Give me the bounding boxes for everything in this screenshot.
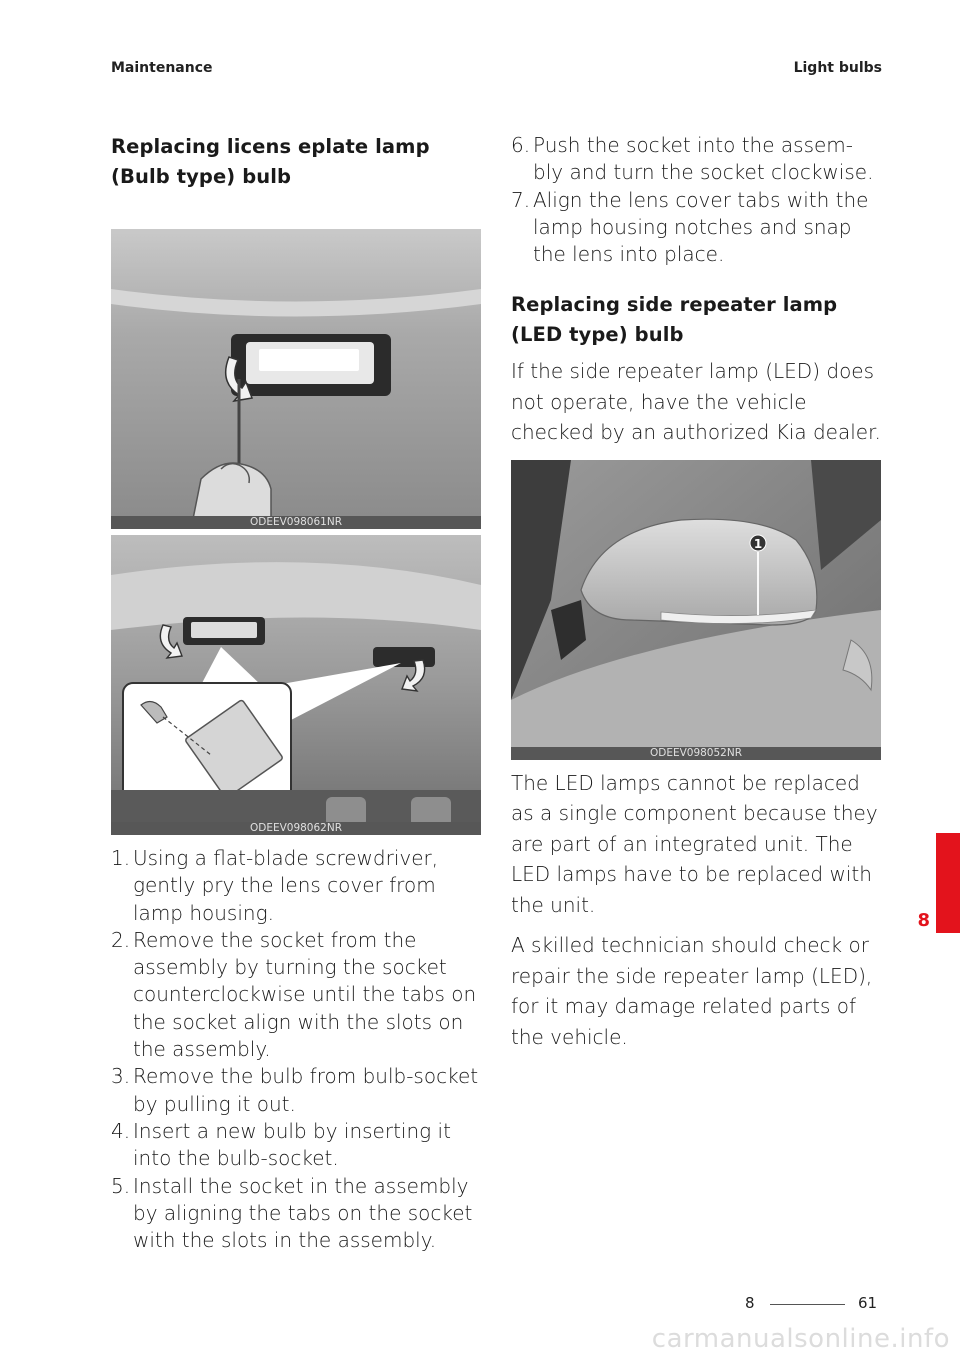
footer-chapter: 8 bbox=[745, 1294, 755, 1312]
license-lamp-heading: Replacing licens eplate lamp (Bulb type) bulb bbox=[111, 135, 430, 188]
led-paragraph-1: The LED lamps cannot be replaced as a single component because they are part of an integrated unit. The LED lamps have to be replaced with the unit. bbox=[511, 770, 878, 917]
list-item: 1. Using a flat-blade screwdriver, gently pry the lens cover from lamp housing. bbox=[111, 846, 439, 925]
side-repeater-intro: If the side repeater lamp (LED) does not operate, have the vehicle checked by an authorized Kia dealer. bbox=[511, 359, 881, 445]
list-item: 5. Install the socket in the assembly by aligning the tabs on the socket with the slots in the assembly. bbox=[111, 1173, 473, 1253]
mirror-illustration bbox=[511, 460, 881, 760]
header-section: Maintenance bbox=[111, 60, 213, 76]
list-item: 3. Remove the bulb from bulb-socket by pulling it out. bbox=[111, 1064, 479, 1116]
watermark: carmanualsonline.info bbox=[651, 1324, 950, 1354]
footer-divider bbox=[770, 1304, 845, 1305]
list-item: 7. Align the lens cover tabs with the lamp housing notches and snap the lens into place. bbox=[511, 187, 869, 267]
figure-1-caption: ODEEV098061NR bbox=[111, 516, 481, 529]
left-column bbox=[111, 132, 481, 1254]
led-paragraph-2: A skilled technician should check or repair the side repeater lamp (LED), for it may damage related parts of the vehicle. bbox=[511, 933, 873, 1049]
license-lamp-figure-1 bbox=[111, 229, 481, 529]
chapter-tab-number: 8 bbox=[917, 910, 930, 931]
side-repeater-figure bbox=[511, 460, 881, 760]
chapter-tab bbox=[936, 833, 960, 933]
header-topic: Light bulbs bbox=[793, 60, 882, 76]
list-item: 6. Push the socket into the assem-bly and turn the socket clockwise. bbox=[511, 133, 874, 185]
side-repeater-heading: Replacing side repeater lamp (LED type) bulb bbox=[511, 293, 838, 347]
license-lamp-illustration-2 bbox=[111, 535, 481, 835]
right-column bbox=[511, 132, 883, 1052]
callout-number: 1 bbox=[753, 536, 763, 551]
figure-3-caption: ODEEV098052NR bbox=[511, 747, 881, 760]
list-item: 4. Insert a new bulb by inserting it into the bulb-socket. bbox=[111, 1118, 451, 1171]
figure-2-caption: ODEEV098062NR bbox=[111, 822, 481, 835]
license-lamp-figure-2 bbox=[111, 535, 481, 835]
steps-list-right bbox=[511, 132, 883, 268]
list-item: 2. Remove the socket from the assembly by turning the socket counterclockwise until the tabs on the socket align with the slots on the assembly. bbox=[111, 927, 477, 1062]
steps-list-left bbox=[111, 845, 481, 1254]
license-lamp-illustration-1 bbox=[111, 229, 481, 529]
footer-page-number: 61 bbox=[858, 1294, 878, 1312]
